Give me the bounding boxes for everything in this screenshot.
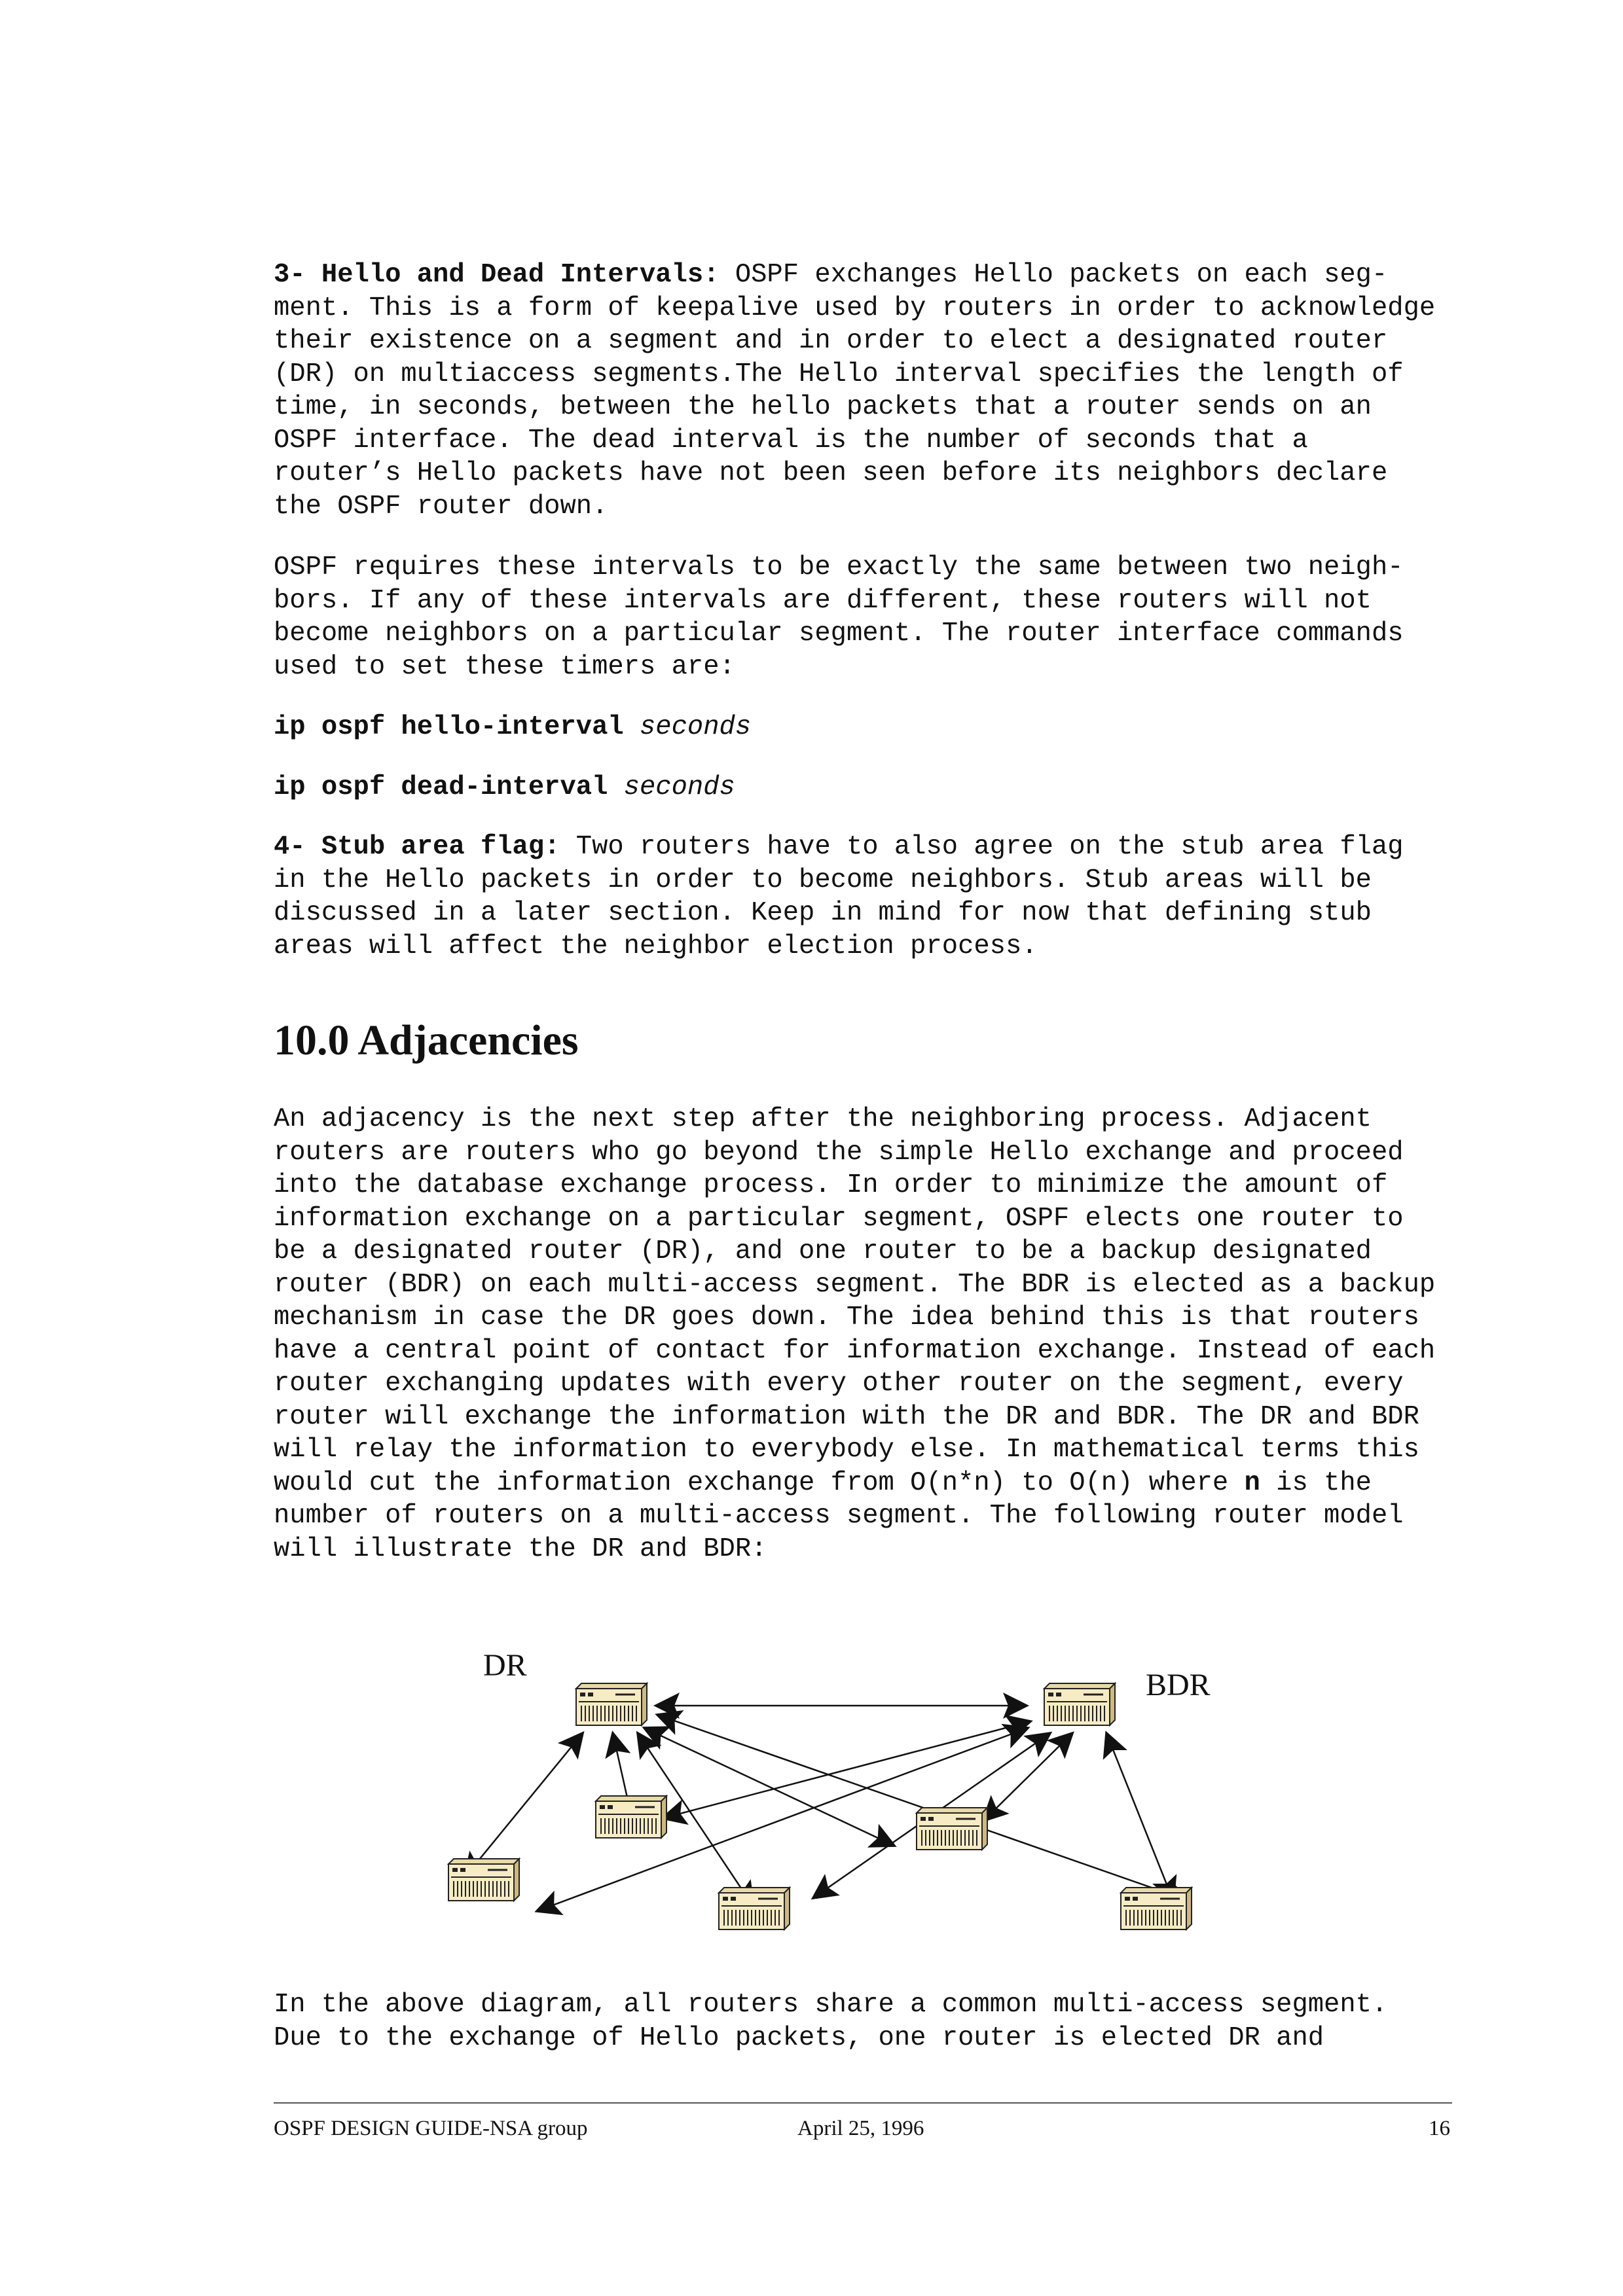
adjacencies-text-after-n: is the number of routers on a multi-access segment. The following router model will illustrate the DR and BDR: — [274, 1467, 1404, 1564]
intervals-line-8: the OSPF router down. — [274, 491, 608, 522]
stub-area-rest: in the Hello packets in order to become neighbors. Stub areas will be discussed in a later section. Keep in mind for now that defining stub areas will affect the neighbor election process. — [274, 865, 1372, 961]
hello-interval-command-arg: seconds — [623, 712, 752, 742]
router-icon-mid-right — [917, 1808, 987, 1850]
dead-interval-command — [274, 771, 1452, 804]
dead-interval-command-arg: seconds — [608, 772, 735, 802]
adjacencies-text-before-n: An adjacency is the next step after the neighboring process. Adjacent routers are routers who go beyond the simple Hello exchange and proceed into the database exchange process. In order to minimize the amount of information exchange on a particular segment, OSPF elects one router to be a designated router (DR), and one router to be a backup designated router (BDR) on each multi-access segment. The BDR is elected as a backup mechanism in case the DR goes down. The idea behind this is that routers have a central point of contact for information exchange. Instead of each router exchanging updates with every other router on the segment, every router will exchange the information with the DR and BDR. The DR and BDR will relay the information to everybody else. In mathematical terms this would cut the information exchange from O(n*n) to O(n) where — [274, 1104, 1436, 1498]
stub-area-first-line: Two routers have to also agree on the stub area flag — [560, 832, 1404, 862]
router-icon-right — [1121, 1888, 1192, 1929]
closing-paragraph: In the above diagram, all routers share a common multi-access segment. Due to the exchange of Hello packets, one router is elected DR and — [274, 1990, 1388, 2053]
intervals-line-6: OSPF interface. The dead interval is the number of seconds that a — [274, 425, 1308, 456]
dr-bdr-diagram — [393, 1623, 1309, 1964]
hello-dead-intervals-title: 3- Hello and Dead Intervals: — [274, 260, 720, 290]
adjacencies-variable-n: n — [1244, 1467, 1260, 1498]
link-bdr-mid-right-router — [983, 1733, 1072, 1821]
adjacencies-paragraph — [274, 1103, 1452, 1566]
intervals-line-2: ment. This is a form of keepalive used by routers in order to acknowledge — [274, 293, 1436, 323]
intervals-line-7: router’s Hello packets have not been seen before its neighbors declare — [274, 458, 1388, 488]
router-icon-mid-bottom — [719, 1888, 790, 1929]
intervals-line-1: OSPF exchanges Hello packets on each seg- — [719, 260, 1388, 290]
intervals-line-3: their existence on a segment and in order to elect a designated router — [274, 326, 1388, 356]
dr-router-icon — [576, 1683, 647, 1725]
bdr-router-icon — [1044, 1683, 1115, 1725]
hello-interval-command — [274, 711, 1452, 744]
dead-interval-command-keyword: ip ospf dead-interval — [274, 772, 608, 802]
router-icon-mid-left — [596, 1796, 666, 1838]
link-dr-mid-right-router — [644, 1728, 894, 1846]
footer-left: OSPF DESIGN GUIDE-NSA group — [274, 2117, 588, 2140]
hello-interval-command-keyword: ip ospf hello-interval — [274, 712, 624, 742]
intervals-line-5: time, in seconds, between the hello packets that a router sends on an — [274, 392, 1372, 422]
stub-area-title: 4- Stub area flag: — [274, 832, 560, 862]
page-number: 16 — [1429, 2117, 1450, 2140]
hello-dead-intervals-paragraph — [274, 259, 1452, 523]
interval-requirement-paragraph: OSPF requires these intervals to be exactly the same between two neigh- bors. If any of these intervals are different, these routers will not become neighbors on a particular segment. The router interface commands used to set these timers are: — [274, 552, 1404, 682]
dr-label: DR — [483, 1648, 527, 1683]
intervals-line-4: (DR) on multiaccess segments.The Hello interval specifies the length of — [274, 359, 1404, 389]
footer-divider — [274, 2102, 1452, 2104]
stub-area-paragraph — [274, 831, 1452, 963]
adjacencies-heading: 10.0 Adjacencies — [274, 1016, 579, 1064]
footer-date: April 25, 1996 — [797, 2117, 924, 2140]
router-icon-left — [448, 1859, 519, 1901]
bdr-label: BDR — [1146, 1668, 1211, 1702]
link-dr-left-router — [465, 1733, 583, 1877]
